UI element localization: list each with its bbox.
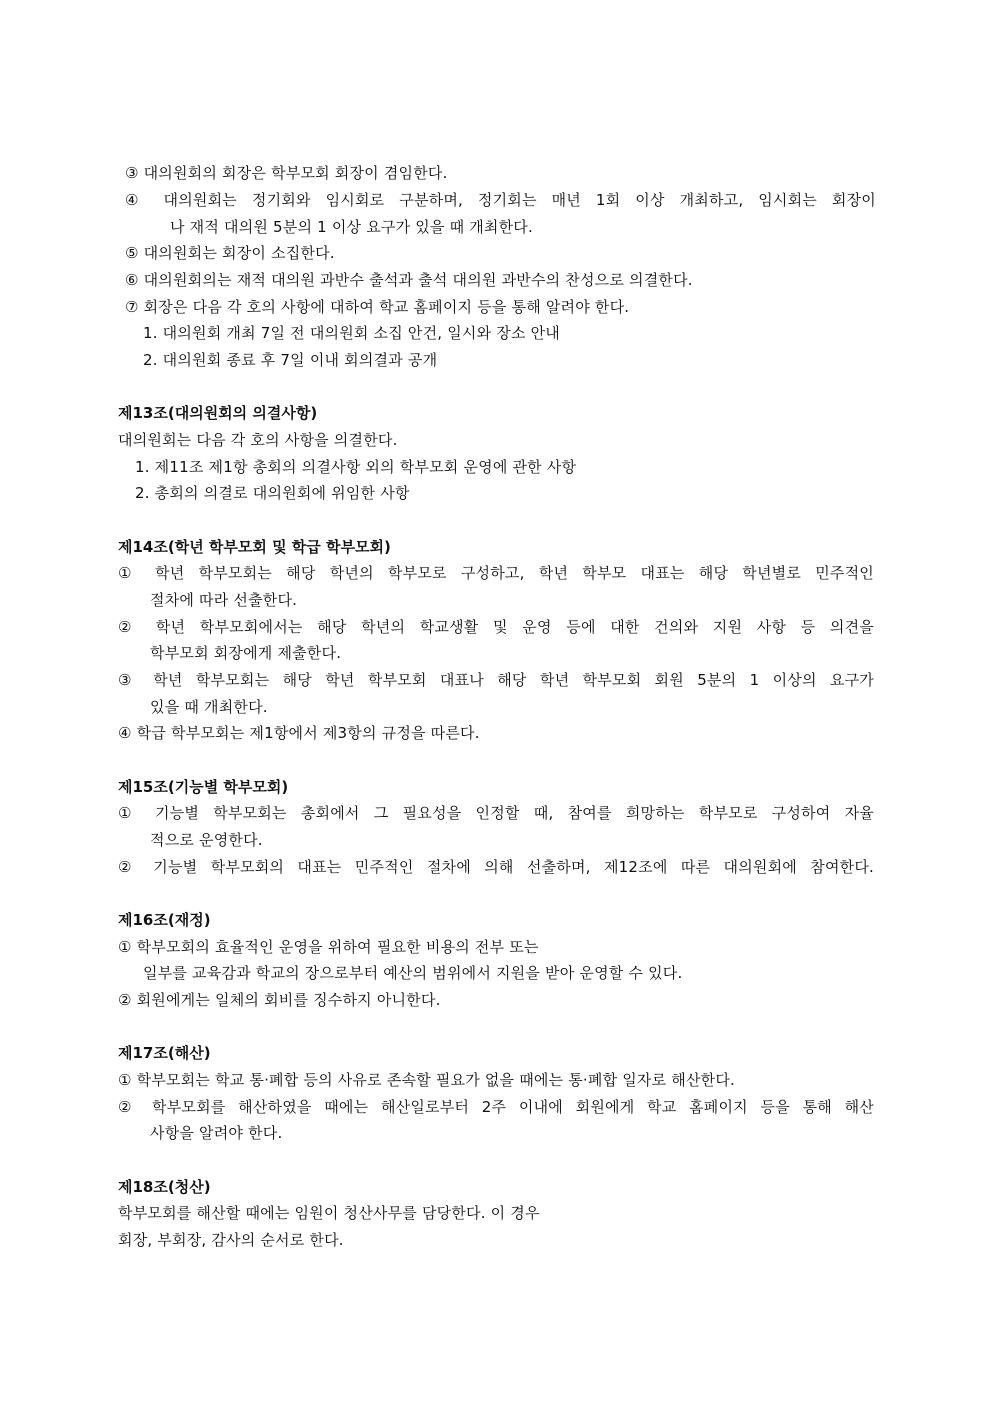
article-16-clause-2: ② 회원에게는 일체의 회비를 징수하지 아니한다. [118,991,441,1009]
article-18-heading: 제18조(청산) [118,1178,211,1196]
article-16-clause-1: ① 학부모회의 효율적인 운영을 위하여 필요한 비용의 전부 또는 [118,938,539,956]
clause-7: ⑦ 회장은 다음 각 호의 사항에 대하여 학교 홈페이지 등을 통해 알려야 한다. [125,298,630,316]
article-17-heading: 제17조(해산) [118,1044,211,1062]
article-14-clause-1: ① 학년 학부모회는 해당 학년의 학부모로 구성하고, 학년 학부모 대표는 해당 학년별로 민주적인 [118,564,874,582]
clause-3: ③ 대의원회의 회장은 학부모회 회장이 겸임한다. [125,164,448,182]
clause-6: ⑥ 대의원회의는 재적 대의원 과반수 출석과 출석 대의원 과반수의 찬성으로 의결한다. [125,271,693,289]
article-15-clause-1: ① 기능별 학부모회는 총회에서 그 필요성을 인정할 때, 참여를 희망하는 학부모로 구성하여 자율 [118,804,874,822]
article-15-heading: 제15조(기능별 학부모회) [118,778,289,796]
article-16-heading: 제16조(재정) [118,911,211,929]
article-13-heading: 제13조(대의원회의 의결사항) [118,404,318,422]
clause-5: ⑤ 대의원회는 회장이 소집한다. [125,244,335,262]
article-14-clause-3: ③ 학년 학부모회는 해당 학년 학부모회 대표나 해당 학년 학부모회 회원 5분의 1 이상의 요구가 [118,671,874,689]
article-17-clause-1: ① 학부모회는 학교 통·폐합 등의 사유로 존속할 필요가 없을 때에는 통·폐합 일자로 해산한다. [118,1071,736,1089]
item-1: 1. 대의원회 개최 7일 전 대의원회 소집 안건, 일시와 장소 안내 [143,324,560,342]
article-13-text: 대의원회는 다음 각 호의 사항을 의결한다. [118,431,398,449]
article-14-clause-4: ④ 학급 학부모회는 제1항에서 제3항의 규정을 따른다. [118,724,480,742]
item-2: 2. 대의원회 종료 후 7일 이내 회의결과 공개 [143,351,438,369]
article-18-text-cont: 회장, 부회장, 감사의 순서로 한다. [118,1231,344,1249]
article-14-clause-3-cont: 있을 때 개최한다. [150,698,268,716]
clause-4-cont: 나 재적 대의원 5분의 1 이상 요구가 있을 때 개최한다. [170,218,533,236]
article-15-clause-1-cont: 적으로 운영한다. [150,831,263,849]
article-14-heading: 제14조(학년 학부모회 및 학급 학부모회) [118,538,391,556]
article-13-item-2: 2. 총회의 의결로 대의원회에 위임한 사항 [135,484,410,502]
article-16-clause-1-cont: 일부를 교육감과 학교의 장으로부터 예산의 범위에서 지원을 받아 운영할 수 있다. [143,964,683,982]
article-14-clause-1-cont: 절차에 따라 선출한다. [150,591,298,609]
article-14-clause-2: ② 학년 학부모회에서는 해당 학년의 학교생활 및 운영 등에 대한 건의와 지원 사항 등 의견을 [118,618,874,636]
article-15-clause-2: ② 기능별 학부모회의 대표는 민주적인 절차에 의해 선출하며, 제12조에 따른 대의원회에 참여한다. [118,858,874,876]
article-18-text: 학부모회를 해산할 때에는 임원이 청산사무를 담당한다. 이 경우 [118,1204,540,1222]
article-14-clause-2-cont: 학부모회 회장에게 제출한다. [150,644,342,662]
article-17-clause-2: ② 학부모회를 해산하였을 때에는 해산일로부터 2주 이내에 회원에게 학교 홈페이지 등을 통해 해산 [118,1098,874,1116]
article-17-clause-2-cont: 사항을 알려야 한다. [150,1124,283,1142]
clause-4: ④ 대의원회는 정기회와 임시회로 구분하며, 정기회는 매년 1회 이상 개최하고, 임시회는 회장이 [125,191,876,209]
article-13-item-1: 1. 제11조 제1항 총회의 의결사항 외의 학부모회 운영에 관한 사항 [135,458,577,476]
